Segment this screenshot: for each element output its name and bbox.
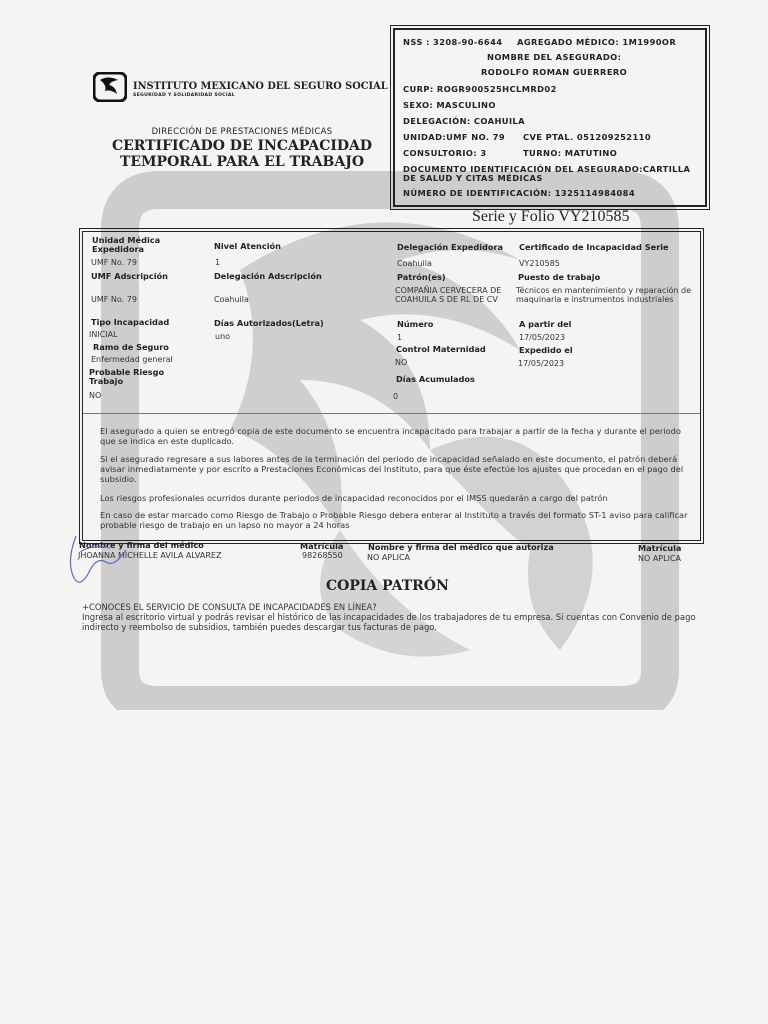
a-partir-label: A partir del (519, 319, 572, 329)
matricula-value: 98268550 (302, 551, 343, 560)
agregado-medico-text: AGREGADO MÉDICO: 1M1990OR (517, 37, 677, 47)
note-2: Si el asegurado regresare a sus labores antes de la terminación del periodo de incapacidad señalado en este documento, el patrón deberá avisar inmediatamente y por escrito a Prestaciones Económicas del Instituto, para que éste efectúe los ajustes que procedan en el pago del subsidio. (100, 454, 684, 484)
certificate-title (100, 138, 384, 170)
dias-acumulados-value: 0 (393, 392, 399, 401)
probable-riesgo-value: NO (89, 391, 102, 400)
certificado-serie-value: VY210585 (519, 259, 560, 268)
unidad-medica-value: UMF No. 79 (91, 258, 137, 267)
umf-adscripcion-label: UMF Adscripción (91, 271, 168, 281)
copia-patron-title: COPIA PATRÓN (326, 578, 449, 594)
matricula-label: Matrícula (300, 541, 344, 551)
note-4: En caso de estar marcado como Riesgo de Trabajo o Probable Riesgo debera enterar al Instituto a través del formato ST-1 aviso para calificar probable riesgo de trabajo en un lapso no mayor a 24 horas (100, 510, 688, 530)
curp-text: CURP: ROGR900525HCLMRD02 (403, 84, 557, 94)
certificate-title-line-1: CERTIFICADO DE INCAPACIDAD (111, 138, 373, 154)
probable-riesgo-label: Probable Riesgo Trabajo (89, 367, 165, 386)
cve-ptal-text: CVE PTAL. 051209252110 (523, 132, 651, 142)
ramo-seguro-value: Enfermedad general (91, 355, 173, 364)
handwritten-signature (66, 532, 136, 592)
certificate-title-line-2: TEMPORAL PARA EL TRABAJO (119, 154, 365, 170)
documento-text-2: DE SALUD Y CITAS MÉDICAS (403, 173, 543, 183)
dias-autorizados-label: Días Autorizados(Letra) (214, 318, 324, 328)
logo-subtitle: SEGURIDAD Y SOLIDARIDAD SOCIAL (133, 93, 235, 98)
matricula-2-label: Matrícula (638, 543, 682, 553)
delegacion-adscripcion-value: Coahuila (214, 295, 249, 304)
a-partir-value: 17/05/2023 (519, 333, 566, 342)
numero-value: 1 (397, 333, 403, 342)
tipo-incapacidad-value: INICIAL (89, 330, 118, 339)
nombre-label: NOMBRE DEL ASEGURADO: (487, 52, 622, 62)
patron-value: COMPAÑIA CERVECERA DE COAHUILA S DE RL DE CV (395, 286, 502, 304)
medico-autoriza-label: Nombre y firma del médico que autoriza (368, 542, 554, 552)
numero-label: Número (397, 319, 434, 329)
note-3: Los riesgos profesionales ocurridos durante periodos de incapacidad reconocidos por el IMSS quedarán a cargo del patrón (100, 493, 608, 503)
numero-identificacion: NÚMERO DE IDENTIFICACIÓN: 1325114984084 (403, 188, 636, 198)
medico-value: JHOANNA MICHELLE AVILA ALVAREZ (78, 551, 222, 560)
ramo-seguro-label: Ramo de Seguro (93, 342, 169, 352)
control-maternidad-label: Control Maternidad (396, 344, 486, 354)
section-divider (83, 413, 700, 414)
imss-logo-icon (93, 72, 127, 102)
expedido-value: 17/05/2023 (518, 359, 565, 368)
turno-text: TURNO: MATUTINO (523, 148, 618, 158)
certificado-serie-label: Certificado de Incapacidad Serie (519, 242, 669, 252)
direction-heading: DIRECCIÓN DE PRESTACIONES MÉDICAS (151, 127, 333, 137)
delegacion-adscripcion-label: Delegación Adscripción (214, 271, 322, 281)
delegacion-expedidora-label: Delegación Expedidora (397, 242, 504, 252)
logo-institution-name: INSTITUTO MEXICANO DEL SEGURO SOCIAL (133, 81, 388, 92)
nombre-asegurado: RODOLFO ROMAN GUERRERO (481, 67, 628, 77)
escritorio-virtual-text: Ingresa al escritorio virtual y podrás revisar el histórico de las incapacidades de los trabajadores de tu empresa. Si cuentas con Convenio de pago indirecto y reembolso de subsidios, también puedes descargar tus facturas de pago. (82, 612, 696, 632)
medico-autoriza-value: NO APLICA (367, 553, 410, 562)
documento-text-1: DOCUMENTO IDENTIFICACIÓN DEL ASEGURADO:CARTILLA (403, 164, 691, 174)
umf-adscripcion-value: UMF No. 79 (91, 295, 137, 304)
unidad-text: UNIDAD:UMF NO. 79 (403, 132, 506, 142)
nss-text: NSS : 3208-90-6644 (403, 37, 503, 47)
nivel-atencion-label: Nivel Atención (214, 241, 281, 251)
consultorio-text: CONSULTORIO: 3 (403, 148, 487, 158)
consulta-line: +CONOCES EL SERVICIO DE CONSULTA DE INCAPACIDADES EN LÍNEA? (82, 602, 377, 612)
delegacion-expedidora-value: Coahuila (397, 259, 432, 268)
tipo-incapacidad-label: Tipo Incapacidad (91, 317, 170, 327)
patron-label: Patrón(es) (397, 272, 446, 282)
puesto-trabajo-label: Puesto de trabajo (518, 272, 601, 282)
note-1: El asegurado a quien se entregó copia de este documento se encuentra incapacitado para trabajar a partir de la fecha y durante el periodo que se indica en este duplicado. (100, 426, 682, 446)
control-maternidad-value: NO (395, 358, 408, 367)
dias-autorizados-value: uno (215, 332, 231, 341)
dias-acumulados-label: Días Acumulados (396, 374, 475, 384)
unidad-medica-label: Unidad Médica Expedidora (92, 235, 161, 254)
matricula-2-value: NO APLICA (638, 554, 681, 563)
sexo-text: SEXO: MASCULINO (403, 100, 496, 110)
serie-folio: Serie y Folio VY210585 (472, 208, 630, 225)
medico-label: Nombre y firma del médico (79, 540, 204, 550)
delegacion-text: DELEGACIÓN: COAHUILA (403, 116, 525, 126)
puesto-trabajo-value: Técnicos en mantenimiento y reparación de maquinaria e instrumentos industriales (516, 286, 691, 304)
insured-header-box (393, 28, 707, 207)
expedido-label: Expedido el (519, 345, 573, 355)
nivel-atencion-value: 1 (215, 258, 221, 267)
